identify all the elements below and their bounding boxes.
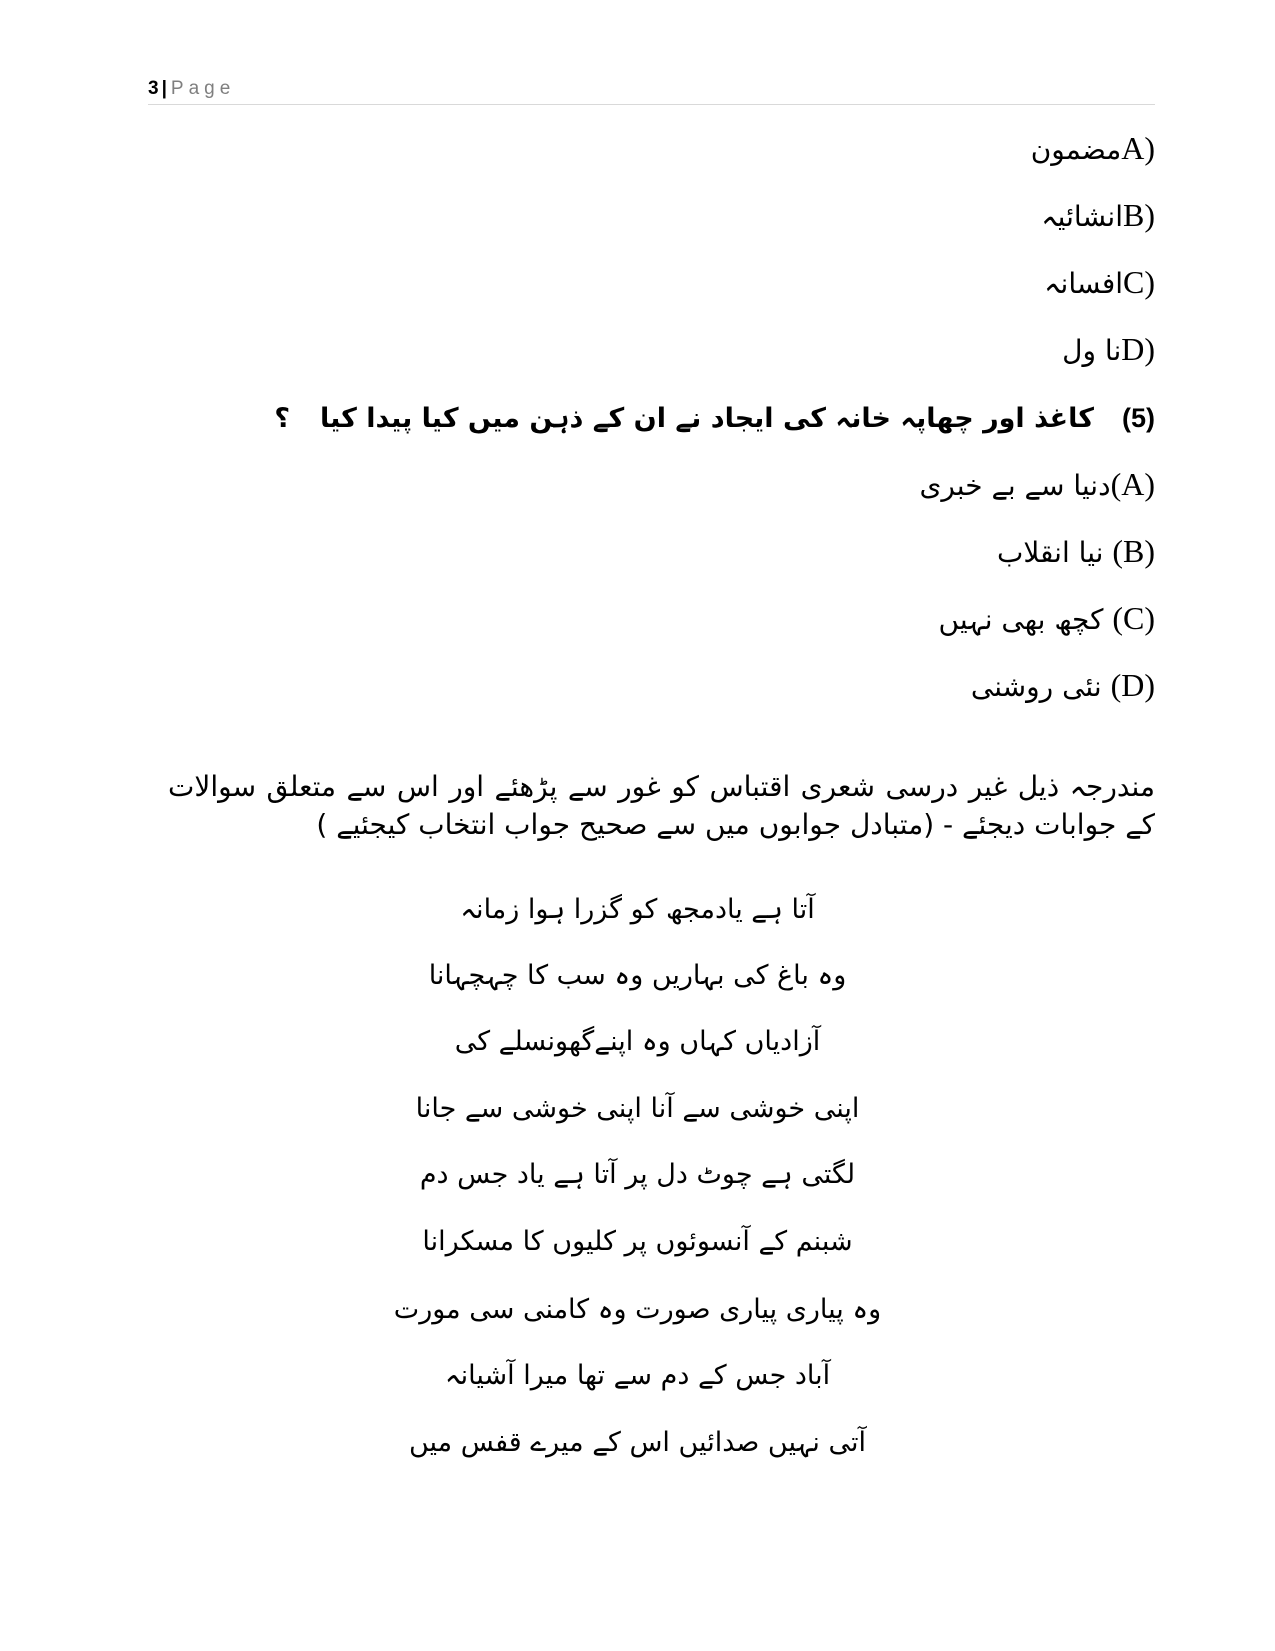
option-marker: C) bbox=[1123, 264, 1155, 300]
poem-line: آتا ہے یادمجھ کو گزرا ہوا زمانہ bbox=[460, 894, 815, 925]
option-text: افسانہ bbox=[1044, 267, 1123, 300]
poem-line: اپنی خوشی سے آنا اپنی خوشی سے جانا bbox=[415, 1093, 860, 1124]
option-marker: D) bbox=[1121, 331, 1155, 367]
poem-line: آزادیاں کہاں وہ اپنےگھونسلے کی bbox=[454, 1026, 821, 1057]
page-number: 3 bbox=[148, 78, 159, 99]
page-label: Page bbox=[170, 78, 236, 99]
q4-option-d bbox=[1062, 329, 1155, 371]
instructions-paragraph: مندرجہ ذیل غیر درسی شعری اقتباس کو غور سے پڑھئے اور اس سے متعلق سوالات کے جوابات دیجئے - (متبادل جوابوں میں سے صحیح جواب انتخاب کیجئیے ) bbox=[168, 770, 1155, 841]
option-marker: (A) bbox=[1110, 466, 1155, 502]
poem-line: آباد جس کے دم سے تھا میرا آشیانہ bbox=[444, 1360, 831, 1391]
q5-option-b bbox=[997, 531, 1155, 573]
q5-option-a bbox=[919, 464, 1155, 506]
poem-line: شبنم کے آنسوئوں پر کلیوں کا مسکرانا bbox=[422, 1226, 853, 1257]
q4-option-c bbox=[1044, 262, 1155, 304]
option-marker: (D) bbox=[1110, 667, 1155, 703]
option-marker: (C) bbox=[1112, 600, 1155, 636]
poem-line: وہ پیاری پیاری صورت وہ کامنی سی مورت bbox=[393, 1294, 882, 1325]
option-text: نا ول bbox=[1062, 334, 1122, 367]
question-number: (5) bbox=[1121, 403, 1155, 433]
poem-line: وہ باغ کی بہاریں وہ سب کا چہچہانا bbox=[428, 960, 847, 991]
option-text: کچھ بھی نہیں bbox=[938, 603, 1104, 636]
question-mark: ؟ bbox=[274, 403, 290, 434]
option-text: دنیا سے بے خبری bbox=[919, 469, 1111, 502]
option-text: نیا انقلاب bbox=[996, 536, 1104, 569]
page-header bbox=[148, 78, 1155, 105]
q5-option-d bbox=[971, 665, 1155, 707]
option-marker: B) bbox=[1123, 197, 1155, 233]
q4-option-b bbox=[1041, 195, 1155, 237]
poem-line: لگتی ہے چوٹ دل پر آتا ہے یاد جس دم bbox=[419, 1159, 856, 1190]
q5-option-c bbox=[939, 598, 1155, 640]
page-separator: | bbox=[161, 78, 167, 99]
option-marker: (B) bbox=[1112, 533, 1155, 569]
option-text: انشائیہ bbox=[1041, 200, 1123, 233]
option-marker: A) bbox=[1121, 130, 1155, 166]
q4-option-a bbox=[1031, 128, 1155, 170]
option-text: نئی روشنی bbox=[970, 670, 1102, 703]
option-text: مضمون bbox=[1030, 133, 1122, 166]
poem-line: آتی نہیں صدائیں اس کے میرے قفس میں bbox=[408, 1427, 867, 1458]
question-text: کاغذ اور چھاپہ خانہ کی ایجاد نے ان کے ذہن میں کیا پیدا کیا bbox=[319, 403, 1094, 434]
question-5 bbox=[274, 398, 1155, 439]
